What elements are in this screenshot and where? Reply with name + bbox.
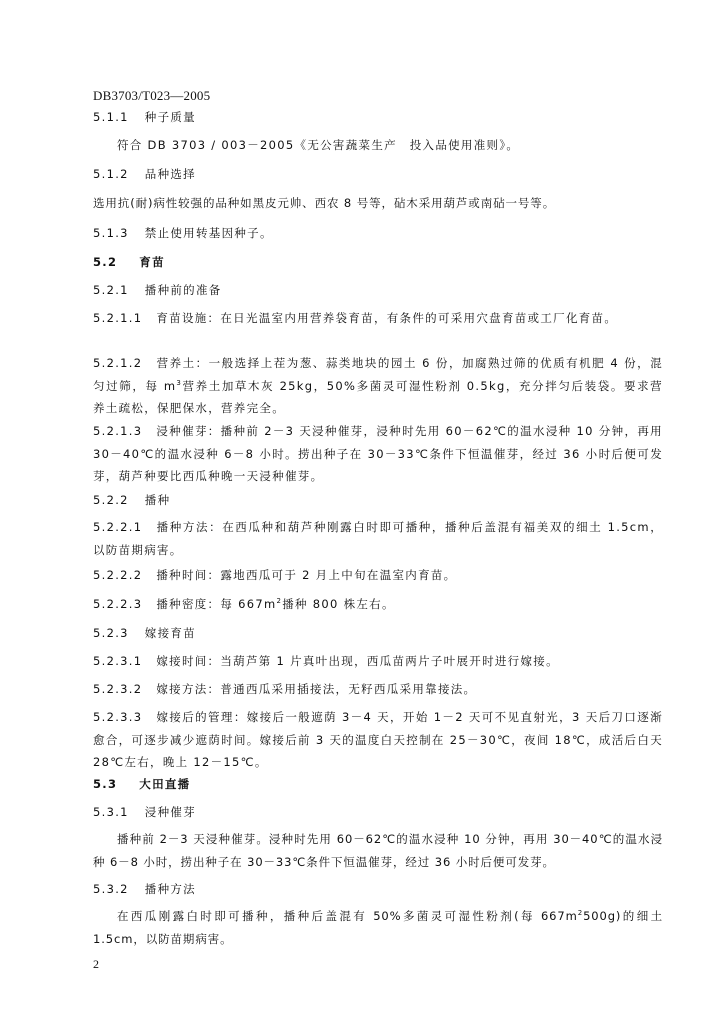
section-number: 5.2.3.1: [93, 654, 143, 668]
section-number: 5.3.2: [93, 882, 129, 896]
section-title: 大田直播: [139, 777, 191, 791]
section-number: 5.2.3.2: [93, 682, 143, 696]
paragraph-text: 播种 800 株左右。: [282, 597, 395, 611]
section-number: 5.2.2: [93, 493, 129, 507]
section-number: 5.2: [93, 255, 118, 269]
section-number: 5.2.1: [93, 283, 129, 297]
section-number: 5.3.1: [93, 805, 129, 819]
section-title: 播种方法: [144, 882, 196, 896]
section-title: 育苗: [139, 255, 165, 269]
paragraph-5-2-2-3: [93, 593, 663, 616]
heading-5-3-1: [93, 801, 663, 824]
section-number: 5.2.1.2: [93, 356, 143, 370]
paragraph-text: 播种时间：露地西瓜可于 2 月上中旬在温室内育苗。: [156, 568, 457, 582]
section-number: 5.2.1.3: [93, 424, 143, 438]
heading-5-1-1: [93, 106, 663, 129]
paragraph-text: 500g)的细土 1.5cm，以防苗期病害。: [93, 909, 664, 946]
heading-5-3: [93, 773, 663, 796]
section-number: 5.2.1.1: [93, 311, 143, 325]
paragraph-5-1-1: 符合 DB 3703 / 003－2005《无公害蔬菜生产 投入品使用准则》。: [117, 138, 520, 152]
paragraph-5-2-3-3: [93, 706, 663, 774]
heading-5-1-2: [93, 163, 663, 186]
section-number: 5.1.2: [93, 167, 129, 181]
section-title: 浸种催芽: [144, 805, 196, 819]
heading-5-3-2: [93, 878, 663, 901]
section-number: 5.2.3.3: [93, 710, 143, 724]
page-number: 2: [93, 957, 99, 971]
paragraph-text: 育苗设施：在日光温室内用营养袋育苗，有条件的可采用穴盘育苗或工厂化育苗。: [156, 311, 618, 325]
heading-5-1-3: [93, 222, 663, 245]
section-number: 5.2.2.1: [93, 520, 143, 534]
paragraph-5-2-3-1: [93, 650, 663, 673]
paragraph-5-3-2: [93, 905, 663, 950]
section-number: 5.3: [93, 777, 118, 791]
paragraph-text: 营养土：一般选择上茬为葱、蒜类地块的园土 6 份，加腐熟过筛的优质有机肥 4 份，混匀过筛，每 m: [93, 356, 663, 393]
paragraph-5-2-2-1: [93, 516, 663, 561]
section-number: 5.1.3: [93, 226, 129, 240]
heading-5-2-1: [93, 279, 663, 302]
section-title: 播种前的准备: [144, 283, 222, 297]
section-title: 品种选择: [144, 167, 196, 181]
paragraph-text: 播种密度：每 667m: [156, 597, 277, 611]
paragraph-5-2-3-2: [93, 678, 663, 701]
superscript: 3: [176, 378, 183, 387]
paragraph-text: 营养土加草木灰 25kg，50%多菌灵可湿性粉剂 0.5kg，充分拌匀后装袋。要求营养土疏松，保肥保水，营养完全。: [93, 378, 663, 415]
section-number: 5.2.2.2: [93, 568, 143, 582]
paragraph-5-2-1-3: [93, 420, 663, 488]
paragraph-text: 浸种催芽：播种前 2－3 天浸种催芽，浸种时先用 60－62℃的温水浸种 10 分钟，再用 30－40℃的温水浸种 6－8 小时。捞出种子在 30－33℃条件下恒温催芽，经过 36 小时后便可发芽，葫芦种要比西瓜种晚一天浸种催芽。: [93, 424, 663, 483]
paragraph-5-3-1: 播种前 2－3 天浸种催芽。浸种时先用 60－62℃的温水浸种 10 分钟，再用 30－40℃的温水浸种 6－8 小时，捞出种子在 30－33℃条件下恒温催芽，经过 36 小时后便可发芽。: [93, 832, 663, 869]
document-code: DB3703/T023—2005: [93, 88, 211, 103]
section-title: 嫁接育苗: [144, 626, 196, 640]
paragraph-text: 嫁接方法：普通西瓜采用插接法，无籽西瓜采用靠接法。: [156, 682, 477, 696]
paragraph-5-2-2-2: [93, 564, 663, 587]
section-number: 5.1.1: [93, 110, 129, 124]
paragraph-text: 在西瓜刚露白时即可播种，播种后盖混有 50%多菌灵可湿性粉剂(每 667m: [117, 909, 578, 923]
paragraph-text: 播种方法：在西瓜种和葫芦种刚露白时即可播种，播种后盖混有福美双的细土 1.5cm，以防苗期病害。: [93, 520, 663, 557]
paragraph-5-2-1-2: [93, 352, 663, 420]
section-title: 种子质量: [144, 110, 196, 124]
superscript: 2: [577, 909, 584, 918]
paragraph-text: 嫁接后的管理：嫁接后一般遮荫 3－4 天，开始 1－2 天可不见直射光，3 天后刀口逐渐愈合，可逐步减少遮荫时间。嫁接后前 3 天的温度白天控制在 25－30℃，夜间 18℃，成活后白天 28℃左右，晚上 12－15℃。: [93, 710, 663, 769]
section-number: 5.2.2.3: [93, 597, 143, 611]
paragraph-5-2-1-1: [93, 307, 663, 330]
paragraph-5-1-2: 选用抗(耐)病性较强的品种如黑皮元帅、西农 8 号等，砧木采用葫芦或南砧一号等。: [93, 196, 556, 210]
superscript: 2: [276, 597, 283, 606]
paragraph-text: 嫁接时间：当葫芦第 1 片真叶出现，西瓜苗两片子叶展开时进行嫁接。: [156, 654, 559, 668]
section-title: 播种: [144, 493, 171, 507]
section-number: 5.2.3: [93, 626, 129, 640]
heading-5-2: [93, 251, 663, 274]
section-title: 禁止使用转基因种子。: [144, 226, 273, 240]
heading-5-2-2: [93, 489, 663, 512]
heading-5-2-3: [93, 622, 663, 645]
